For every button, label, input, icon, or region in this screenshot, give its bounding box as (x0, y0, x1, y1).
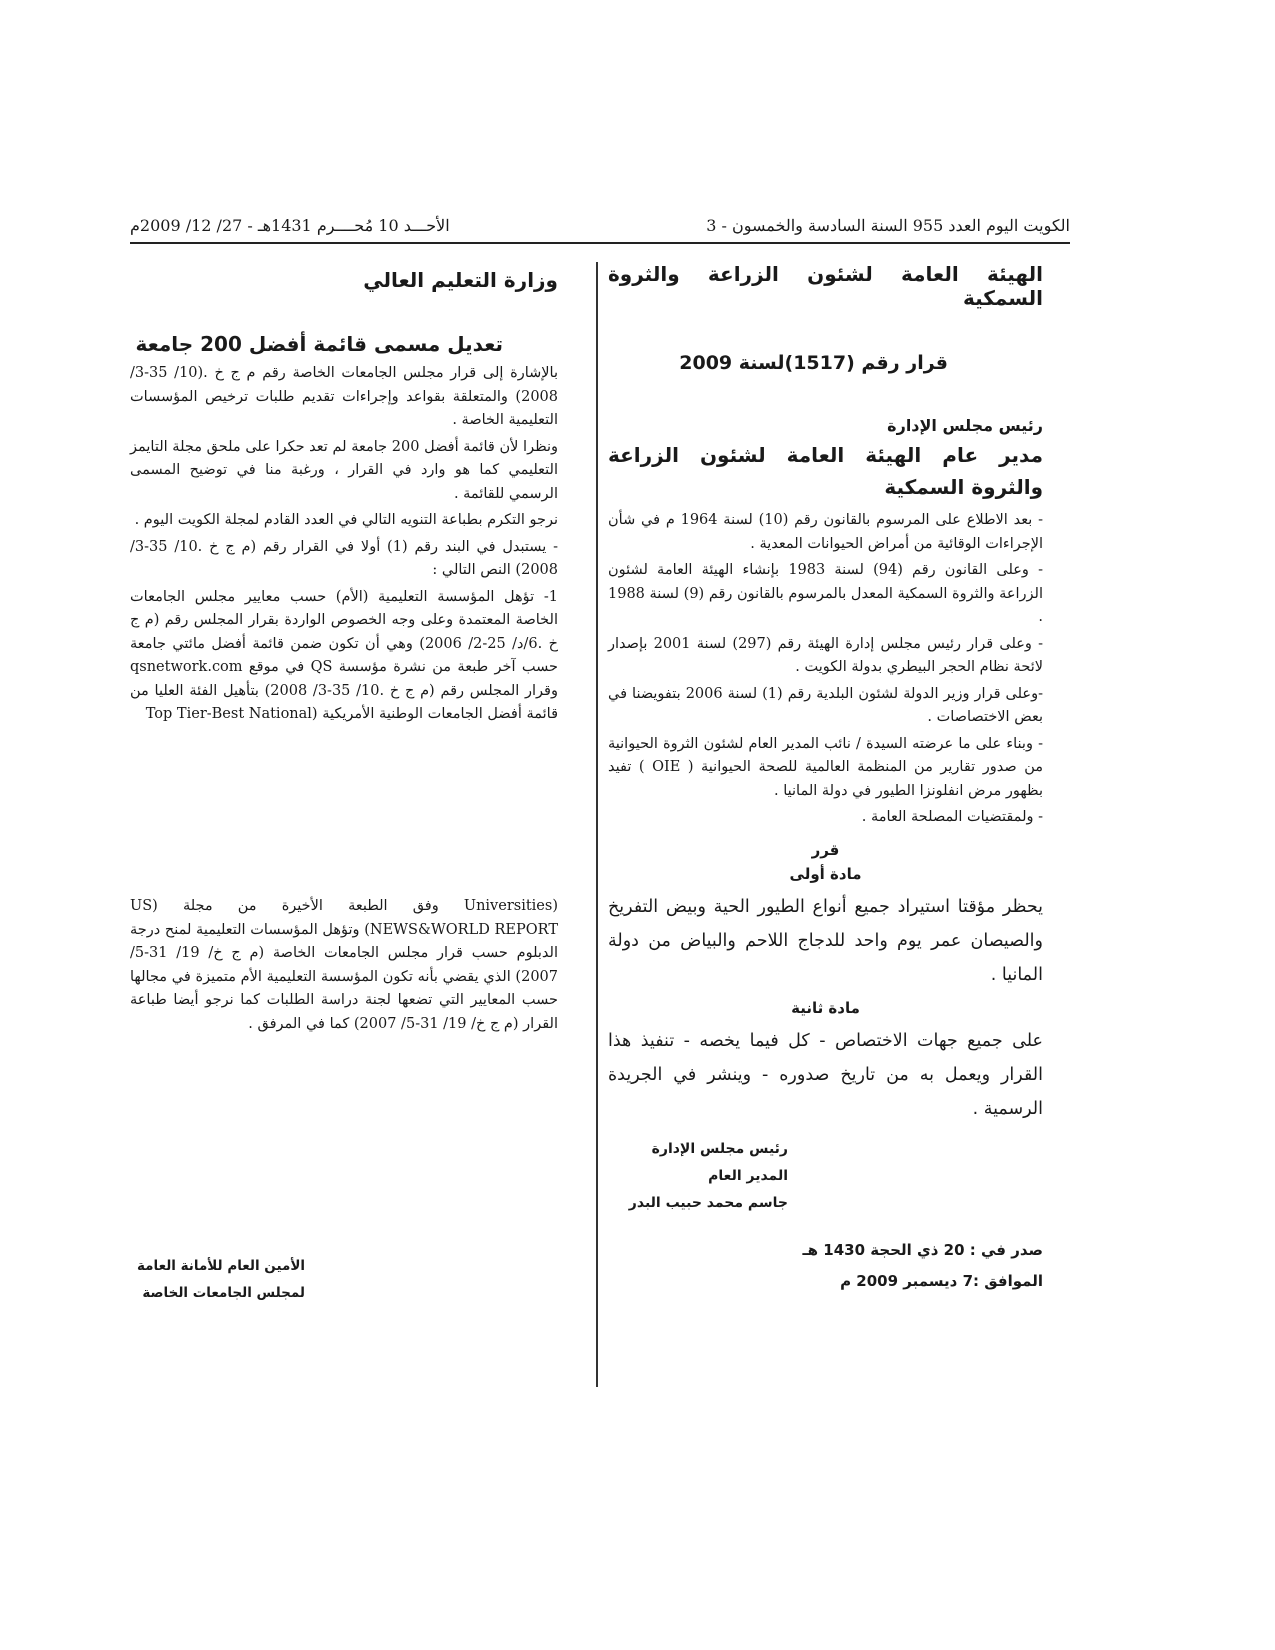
signature-line: رئيس مجلس الإدارة (651, 1140, 788, 1157)
preamble-paragraph: - بعد الاطلاع على المرسوم بالقانون رقم (10) لسنة 1964 م في شأن الإجراءات الوقائية من أمراض الحيوانات المعدية . (608, 512, 1043, 552)
article-2-title: مادة ثانية (791, 998, 860, 1017)
decided-heading: قرر (811, 840, 840, 859)
issuer-line-1: رئيس مجلس الإدارة (887, 416, 1043, 435)
signature-line: لمجلس الجامعات الخاصة (142, 1285, 305, 1301)
issuer-line-2: مدير عام الهيئة العامة لشئون الزراعة والثروة السمكية (608, 443, 1043, 499)
right-column (608, 262, 1043, 1297)
left-column (130, 268, 558, 730)
preamble-paragraph: -وعلى قرار وزير الدولة لشئون البلدية رقم (1) لسنة 2006 بتفويضنا في بعض الاختصاصات . (608, 685, 1043, 725)
signature-line: المدير العام (708, 1167, 788, 1184)
issue-date-block (608, 1235, 1043, 1297)
notice-paragraph: بالإشارة إلى قرار مجلس الجامعات الخاصة رقم م ج خ .(10/ 35-3/ 2008) والمتعلقة بقواعد وإجراءات تقديم طلبات ترخيص المؤسسات التعليمية الخاصة . (130, 365, 558, 428)
preamble-paragraph: - ولمقتضيات المصلحة العامة . (861, 809, 1043, 825)
header-date: الأحـــد 10 مُحــــرم 1431هـ - 27/ 12/ 2009م (130, 215, 450, 235)
decree-signature (608, 1136, 1043, 1217)
amendment-title: تعديل مسمى قائمة أفضل 200 جامعة (135, 332, 503, 356)
notice-paragraph: نرجو التكرم بطباعة التنويه التالي في العدد القادم لمجلة الكويت اليوم . (134, 512, 558, 528)
article-1-title: مادة أولى (789, 864, 862, 883)
ministry-signature (135, 1253, 305, 1307)
notice-paragraph: 1- تؤهل المؤسسة التعليمية (الأم) حسب معايير مجلس الجامعات الخاصة المعتمدة وعلى وجه الخصوص الواردة بقرار المجلس رقم (م ج خ .6/د/ 25-2/ 2006) وهي أن تكون ضمن قائمة أفضل مائتي جامعة حسب آخر طبعة من نشرة مؤسسة QS في موقع qsnetwork.com وقرار المجلس رقم (م ج خ .10/ 35-3/ 2008) بتأهيل الفئة العليا من قائمة أفضل الجامعات الوطنية الأمريكية (Top Tier-Best National (130, 588, 559, 722)
notice-paragraph: ونظرا لأن قائمة أفضل 200 جامعة لم تعد حكرا على ملحق مجلة التايمز التعليمي كما هو وارد في القرار ، ورغبة منا في توضيح المسمى الرسمي للقائمة . (130, 438, 558, 502)
continuation-paragraph: (Universities وفق الطبعة الأخيرة من مجلة (US NEWS&WORLD REPORT) وتؤهل المؤسسات التعليمية لمنح درجة الدبلوم حسب قرار مجلس الجامعات الخاصة (م ج خ/ 19/ 31-5/ 2007) الذي يقضي بأنه تكون المؤسسة التعليمية الأم متميزة في مجالها حسب المعايير التي تضعها لجنة دراسة الطلبات كما نرجو أيضا طباعة القرار (م ج خ/ 19/ 31-5/ 2007) كما في المرفق . (130, 898, 558, 1032)
decree-title: قرار رقم (1517)لسنة 2009 (679, 352, 948, 374)
issued-gregorian: الموافق :7 ديسمبر 2009 م (840, 1271, 1043, 1290)
authority-title: الهيئة العامة لشئون الزراعة والثروة السمكية (608, 262, 1043, 310)
signature-line: جاسم محمد حبيب البدر (628, 1194, 788, 1211)
preamble-paragraph: - وعلى القانون رقم (94) لسنة 1983 بإنشاء الهيئة العامة لشئون الزراعة والثروة السمكية المعدل بالمرسوم بالقانون رقم (9) لسنة 1988 . (608, 562, 1043, 625)
issued-hijri: صدر في : 20 ذي الحجة 1430 هـ (802, 1240, 1043, 1259)
ministry-title: وزارة التعليم العالي (363, 268, 558, 292)
page-header (130, 210, 1070, 244)
left-column-continuation (130, 895, 558, 1039)
preamble-paragraph: - وعلى قرار رئيس مجلس إدارة الهيئة رقم (297) لسنة 2001 بإصدار لائحة نظام الحجر البيطري بدولة الكويت . (608, 635, 1043, 675)
header-issue: الكويت اليوم العدد 955 السنة السادسة والخمسون - 3 (706, 215, 1070, 235)
article-1-text: يحظر مؤقتا استيراد جميع أنواع الطيور الحية وبيض التفريخ والصيصان عمر يوم واحد للدجاج اللاحم والبياض من دولة المانيا . (608, 896, 1043, 985)
article-2-text: على جميع جهات الاختصاص - كل فيما يخصه - تنفيذ هذا القرار ويعمل به من تاريخ صدوره - وينشر في الجريدة الرسمية . (608, 1030, 1043, 1119)
notice-paragraph: - يستبدل في البند رقم (1) أولا في القرار رقم (م ج خ .10/ 35-3/ 2008) النص التالي : (130, 538, 558, 578)
signature-line: الأمين العام للأمانة العامة (136, 1258, 305, 1274)
preamble-paragraph: - وبناء على ما عرضته السيدة / نائب المدير العام لشئون الثروة الحيوانية من صدور تقارير من المنظمة العالمية للصحة الحيوانية ( OIE ) تفيد بظهور مرض انفلونزا الطيور في دولة المانيا . (608, 735, 1044, 799)
column-divider (596, 262, 598, 1387)
